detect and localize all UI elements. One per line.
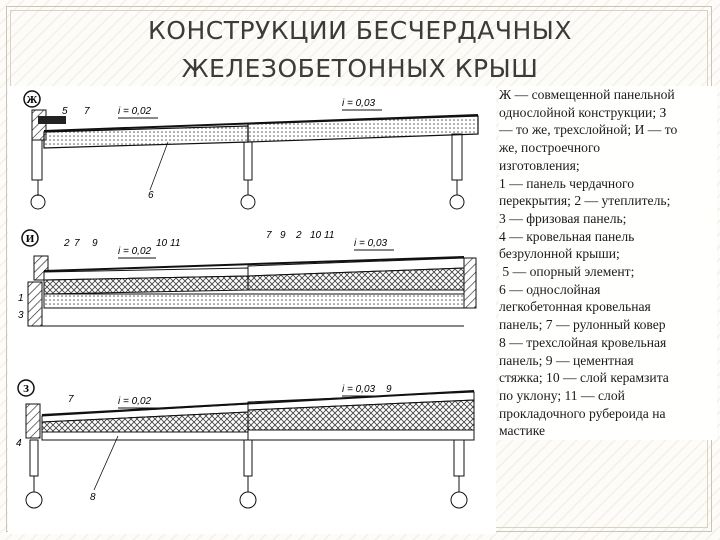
callout-label: 11 xyxy=(324,230,335,241)
legend-line: 8 — трехслойная кровельная xyxy=(499,334,667,350)
section-zh xyxy=(24,91,478,209)
slide-title xyxy=(100,12,620,88)
section-marker-label: З xyxy=(23,383,29,395)
callout-label: 10 xyxy=(310,230,322,241)
section-marker-label: И xyxy=(25,233,35,245)
column-mid xyxy=(244,440,252,476)
callout-label: 9 xyxy=(280,230,286,241)
support-element xyxy=(38,116,66,124)
axis-circle-3 xyxy=(451,492,467,508)
callout-label: 7 xyxy=(74,238,80,249)
legend-text xyxy=(499,86,717,440)
legend-line: по уклону; 11 — слой xyxy=(499,387,625,403)
legend-line: легкобетонная кровельная xyxy=(499,299,651,315)
legend-line: мастике xyxy=(499,423,546,439)
callout-label: 9 xyxy=(386,384,392,395)
legend-line: 4 — кровельная панель xyxy=(499,228,635,244)
callout-label: 2 xyxy=(296,230,302,241)
legend-line: 5 — опорный элемент; xyxy=(499,264,635,280)
callout-label: 8 xyxy=(90,492,96,503)
axis-circle-2 xyxy=(241,195,255,209)
slope-label: i = 0,02 xyxy=(118,246,152,257)
axis-circle-1 xyxy=(31,195,45,209)
legend-line: — то же, трехслойной; И — то xyxy=(499,122,678,138)
callout-label: 7 xyxy=(68,394,74,405)
wall-left xyxy=(32,140,42,180)
callout-label: 4 xyxy=(16,438,22,449)
column-mid xyxy=(244,142,252,180)
callout-label: 5 xyxy=(62,106,68,117)
legend-line: же, построечного xyxy=(499,140,600,156)
legend-line: 3 — фризовая панель; xyxy=(499,210,627,226)
legend-line: 1 — панель чердачного xyxy=(499,175,635,191)
callout-label: 2 xyxy=(64,238,70,249)
section-marker-label: Ж xyxy=(26,94,38,106)
slope-label: i = 0,03 xyxy=(342,98,376,109)
column-right xyxy=(452,134,462,180)
axis-circle-2 xyxy=(240,492,256,508)
legend-line: безрулонной крыши; xyxy=(499,246,620,262)
slope-label: i = 0,02 xyxy=(118,106,152,117)
bottom-slab-left xyxy=(42,432,248,440)
legend-line: панель; 9 — цементная xyxy=(499,352,634,368)
axis-circle-3 xyxy=(450,195,464,209)
slope-label: i = 0,02 xyxy=(118,396,152,407)
parapet-right xyxy=(464,258,476,308)
callout-label: 6 xyxy=(148,190,154,201)
leader-line xyxy=(94,436,118,490)
legend-line: прокладочного рубероида на xyxy=(499,405,666,421)
roof-section-drawings xyxy=(8,86,496,534)
callout-label: 1 xyxy=(18,293,24,304)
callout-label: 11 xyxy=(170,238,181,249)
slope-label: i = 0,03 xyxy=(342,384,376,395)
leader-line xyxy=(150,142,168,190)
frieze-panel xyxy=(28,282,42,326)
title-line-1: КОНСТРУКЦИИ БЕСЧЕРДАЧНЫХ xyxy=(148,16,572,45)
drawing-svg xyxy=(8,86,496,534)
legend-line: стяжка; 10 — слой керамзита xyxy=(499,370,669,386)
title-line-2: ЖЕЛЕЗОБЕТОННЫХ КРЫШ xyxy=(181,54,539,83)
legend-line: изготовления; xyxy=(499,157,580,173)
column-right xyxy=(454,440,464,476)
callout-label: 7 xyxy=(84,106,90,117)
legend-line: 6 — однослойная xyxy=(499,281,601,297)
legend-line: перекрытия; 2 — утеплитель; xyxy=(499,193,671,209)
callout-label: 7 xyxy=(266,230,272,241)
attic-floor-panel xyxy=(44,294,464,308)
section-i xyxy=(18,230,476,326)
section-z xyxy=(16,380,474,508)
axis-circle-1 xyxy=(26,492,42,508)
legend-line: однослойной конструкции; З xyxy=(499,104,667,120)
wall-left xyxy=(30,440,38,476)
parapet xyxy=(26,404,40,438)
bottom-slab-right xyxy=(248,430,474,440)
legend-line: Ж — совмещенной панельной xyxy=(499,87,675,102)
slope-label: i = 0,03 xyxy=(354,238,388,249)
callout-label: 9 xyxy=(92,238,98,249)
callout-label: 10 xyxy=(156,238,168,249)
legend-line: панель; 7 — рулонный ковер xyxy=(499,317,666,333)
callout-label: 3 xyxy=(18,310,24,321)
